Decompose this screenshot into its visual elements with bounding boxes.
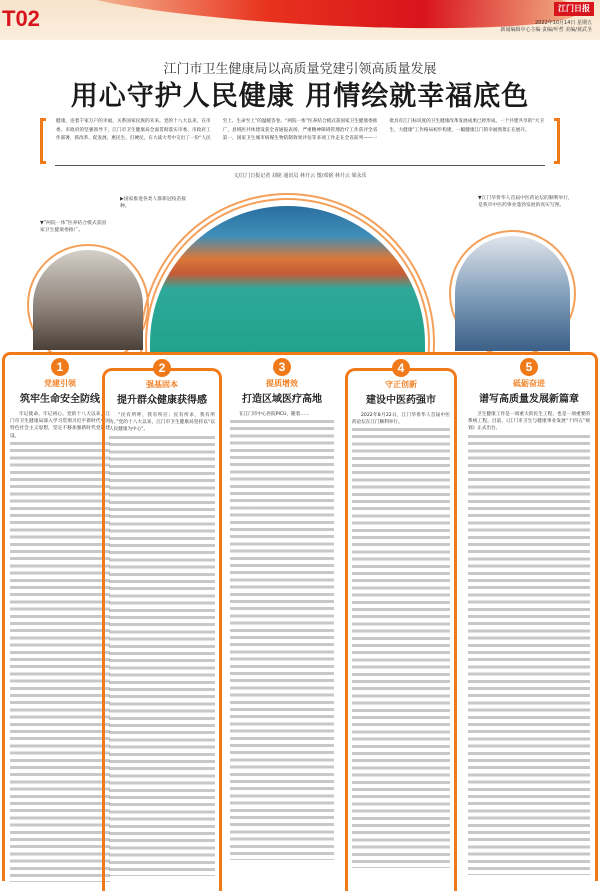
section-tag: 砥砺奋进: [513, 379, 545, 388]
section-4: [345, 361, 457, 891]
photo-elderly-care: [33, 250, 143, 350]
article-title: 用心守护人民健康 用情绘就幸福底色: [70, 81, 530, 112]
newspaper-logo: 江门日报: [554, 2, 594, 16]
section-lead: 牢记使命、牢记初心。党的十八大以来，江门市卫生健康局深入学习贯彻习近平新时代中国特色社会主义思想，坚定不移加强新时代党的建设。: [10, 412, 110, 439]
article-intro: 健康，连着千家万户的幸福，关系国家民族的未来。党的十八大以来，在市委、市政府的坚强领导下，江门市卫生健康局全面贯彻落实市委、市政府工作部署，抓改革、促发展、惠民生、打硬仗，在大战大考中交出了一份“人民至上、生命至上”的温暖答卷。“两院一体”医养结合模式获国家卫生健康委推广，县域医共体建设获全省通报表扬，严重精神障碍管理治疗工作获评全省第一，国家卫生城市病媒生物防制效果评估等多项工作走在全省前列——一批具有江门标识度的卫生健康改革发展成果已经形成，一个共建共享的“大卫生、大健康”工作格局初步构建，一幅健康江门的幸福图景正在展开。: [56, 119, 544, 141]
section-number: 2: [153, 359, 171, 377]
section-subtitle: 提升群众健康获得感: [117, 395, 207, 406]
section-subtitle: 建设中医药强市: [366, 395, 436, 406]
issue-date: 2022年10月14日 星期五: [534, 20, 592, 26]
article-kicker: 江门市卫生健康局以高质量党建引领高质量发展: [163, 62, 437, 77]
section-subtitle: 谱写高质量发展新篇章: [479, 394, 579, 405]
body-text: [10, 442, 110, 882]
section-5: [464, 358, 594, 881]
divider: [55, 165, 545, 166]
section-lead: 在江门市中心医院PICU，随着……: [239, 412, 310, 417]
byline: 文/江门日报记者 刘铭 通讯员 林升云 图/邓铭 林升云 梁永乐: [233, 173, 367, 179]
section-lead: 2022年8月22日，江门华侨华人首届中医药论坛在江门顺利举行。: [352, 413, 450, 426]
body-text: [109, 436, 215, 876]
issue-info: [500, 20, 592, 34]
section-lead: “民有所呼，我有所应；民有所求，我有所为。”党的十八大以来，江门市卫生健康局坚持以“以人民健康为中心”。: [109, 413, 215, 433]
editor-credits: 新闻编辑中心主编 责编/叶哲 美编/黄武圣: [500, 27, 592, 33]
section-number: 4: [392, 359, 410, 377]
caption-right: ▼江门华侨华人首届中医药论坛的顺利举行，是我市中医药事业蓬勃发展的真实写照。: [478, 196, 573, 208]
section-number: 3: [273, 358, 291, 376]
section-subtitle: 筑牢生命安全防线: [20, 394, 100, 405]
section-lead: 卫生健康工作是一项重大的民生工程，也是一项重要的系统工程。目前，《江门市卫生与健康事业发展“十四五”规划》正式出台。: [468, 412, 590, 432]
photo-tcm-forum: [455, 236, 570, 351]
section-3: [226, 358, 338, 881]
section-tag: 强基固本: [146, 380, 178, 389]
section-tag: 党建引领: [44, 379, 76, 388]
section-number: 1: [51, 358, 69, 376]
caption-center: ▶国家推进各类人群新冠疫苗接种。: [120, 197, 187, 209]
section-tag: 守正创新: [385, 380, 417, 389]
body-text: [352, 428, 450, 868]
body-text: [230, 420, 334, 860]
page-number: T02: [2, 6, 40, 31]
section-2: [102, 361, 222, 891]
caption-left: ▼“两院一体”医养结合模式获国家卫生健康委推广。: [40, 221, 107, 233]
masthead-band: [0, 0, 600, 40]
section-1: [6, 358, 114, 881]
section-number: 5: [520, 358, 538, 376]
section-subtitle: 打造区域医疗高地: [242, 394, 322, 405]
body-text: [468, 435, 590, 875]
section-tag: 提质增效: [266, 379, 298, 388]
